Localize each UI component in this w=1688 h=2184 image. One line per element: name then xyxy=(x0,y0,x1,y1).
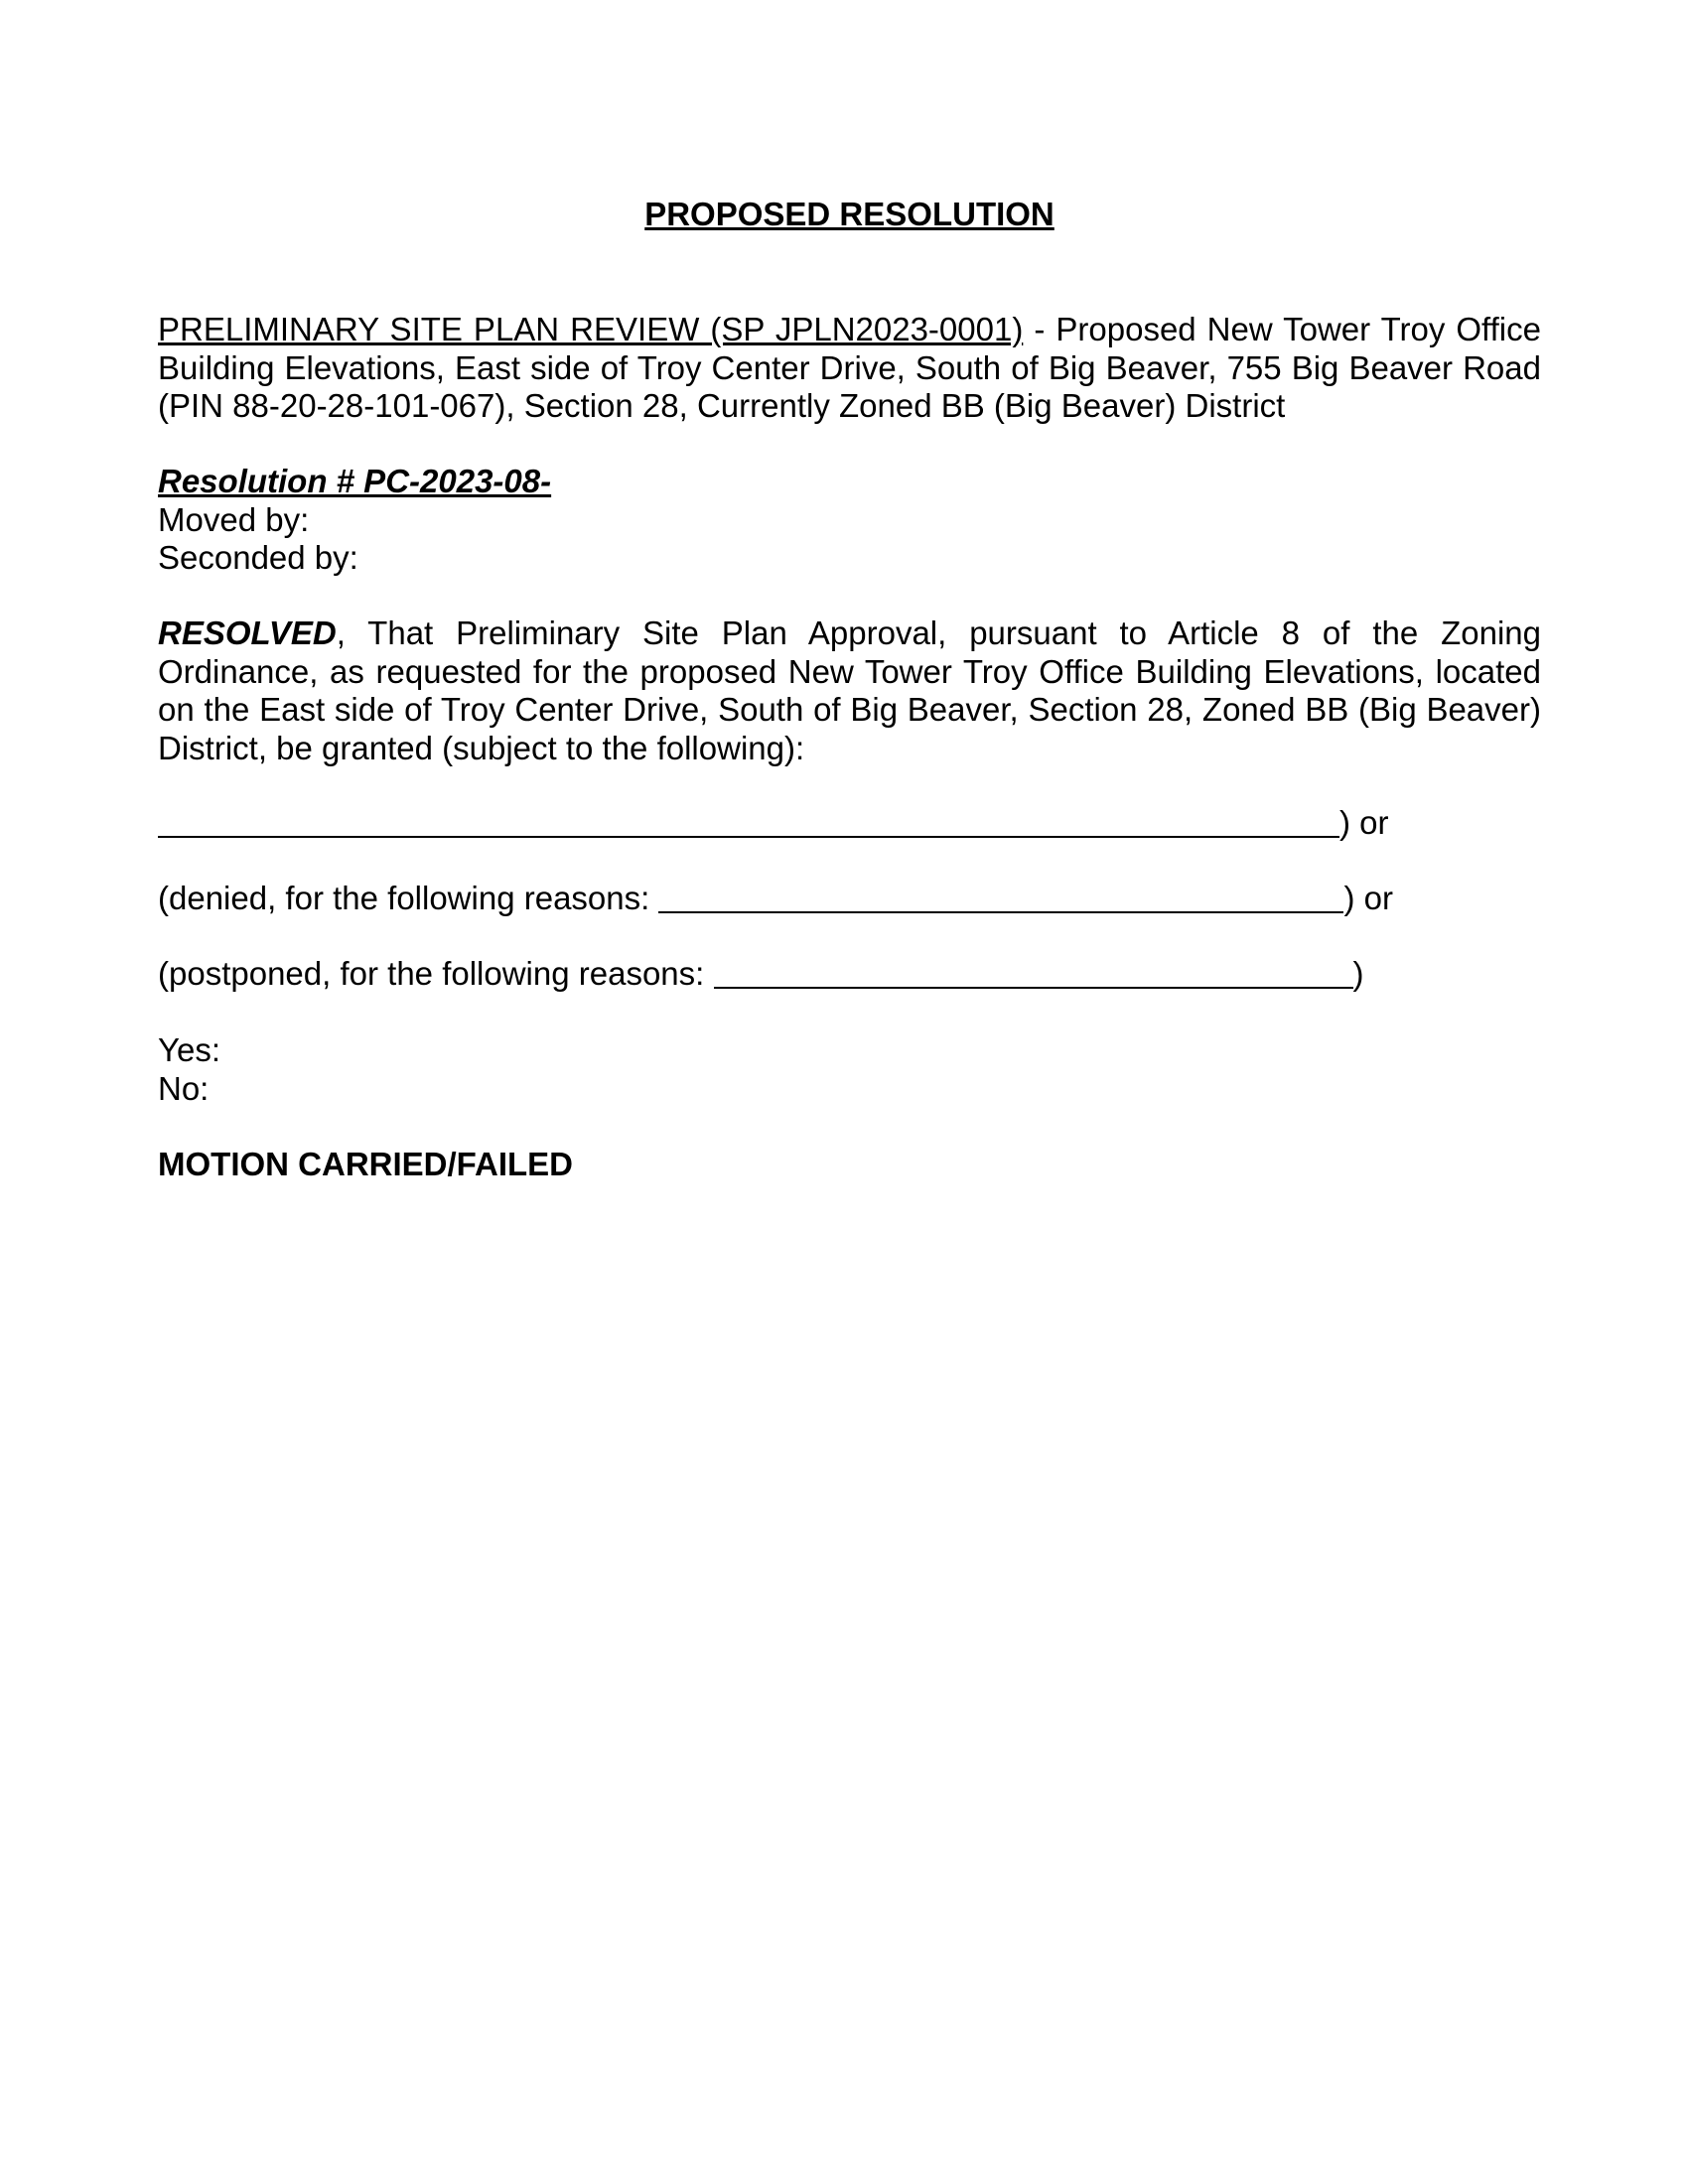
option-granted xyxy=(158,804,1541,843)
motion-result: MOTION CARRIED/FAILED xyxy=(158,1146,573,1182)
denied-prefix: (denied, for the following reasons: xyxy=(158,880,659,916)
granted-suffix: ) or xyxy=(1339,804,1389,841)
yes-label: Yes: xyxy=(158,1031,221,1068)
resolution-number: Resolution # PC-2023-08- xyxy=(158,463,552,499)
postponed-reasons-blank xyxy=(714,957,1353,989)
denied-suffix: ) or xyxy=(1343,880,1393,916)
postponed-prefix: (postponed, for the following reasons: xyxy=(158,955,714,992)
resolved-text: , That Preliminary Site Plan Approval, pursuant to Article 8 of the Zoning Ordinance, as requested for the proposed New Tower Troy Office Building Elevations, located on the East side of Troy Center Drive, South of Big Beaver, Section 28, Zoned BB (Big Beaver) District, be granted (subject to the following): xyxy=(158,614,1541,766)
postponed-suffix: ) xyxy=(1352,955,1364,992)
option-postponed xyxy=(158,955,1541,994)
seconded-by-label: Seconded by: xyxy=(158,539,358,576)
site-plan-review-reference: PRELIMINARY SITE PLAN REVIEW (SP JPLN2023-0001) xyxy=(158,311,1024,347)
vote-block xyxy=(158,1031,1541,1108)
option-denied xyxy=(158,880,1541,918)
heading-description: - Proposed New Tower Troy Office Building Elevations, East side of Troy Center Drive, South of Big Beaver, 755 Big Beaver Road (PIN 88-20-28-101-067), Section 28, Currently Zoned BB (Big Beaver) District xyxy=(158,311,1541,424)
resolved-paragraph xyxy=(158,614,1541,767)
moved-by-label: Moved by: xyxy=(158,500,310,538)
no-label: No: xyxy=(158,1069,210,1107)
document-title: PROPOSED RESOLUTION xyxy=(644,196,1055,232)
heading-paragraph xyxy=(158,311,1541,426)
granted-conditions-blank xyxy=(158,806,1339,838)
denied-reasons-blank xyxy=(658,882,1343,913)
resolved-label: RESOLVED xyxy=(158,614,337,651)
resolution-block xyxy=(158,463,1541,578)
